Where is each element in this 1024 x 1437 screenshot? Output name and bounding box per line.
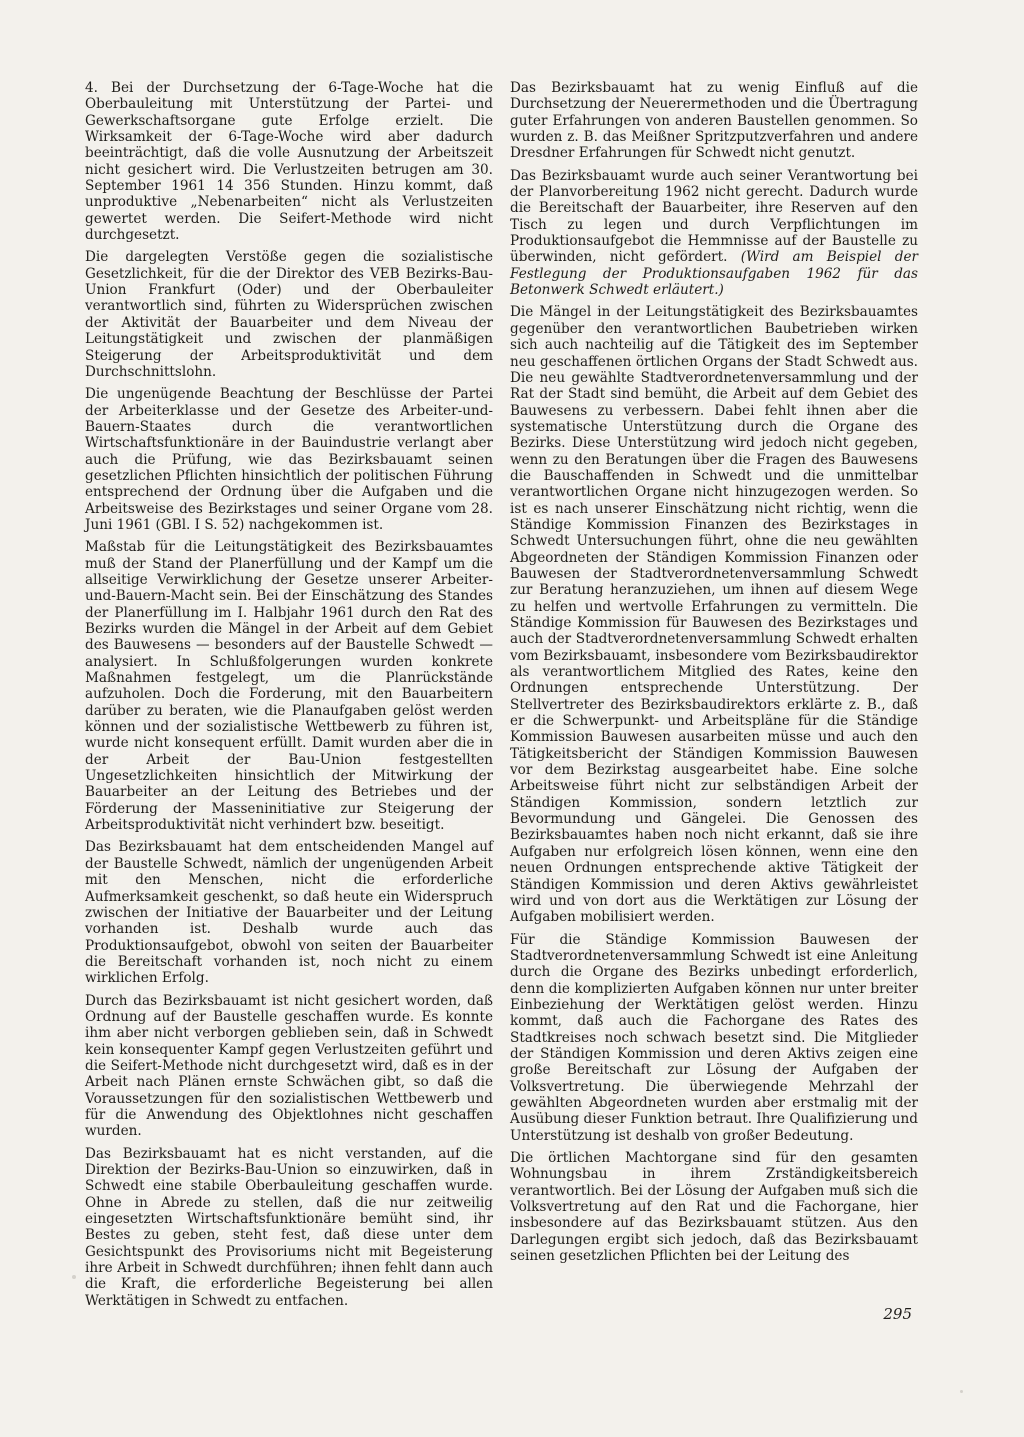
paragraph: Die dargelegten Verstöße gegen die sozialistische Gesetzlichkeit, für die der Direktor des VEB Bezirks-Bau-Union Frankfurt (Oder) und der Oberbauleiter verantwortlich sind, führten zu Widersprüchen zwischen der Aktivität der Bauarbeiter und dem Niveau der Leitungstätigkeit und zwischen der planmäßigen Steigerung der Arbeitsproduktivität und dem Durchschnittslohn. bbox=[85, 249, 493, 380]
paragraph: Das Bezirksbauamt hat es nicht verstanden, auf die Direktion der Bezirks-Bau-Union so einzuwirken, daß in Schwedt eine stabile Oberbauleitung geschaffen wurde. Ohne in Abrede zu stellen, daß die nur zeitweilig eingesetzten Wirtschaftsfunktionäre bemüht sind, ihr Bestes zu geben, steht fest, daß diese unter dem Gesichtspunkt des Provisoriums nicht mit Begeisterung ihre Arbeit in Schwedt durchführen; ihnen fehlt dann auch die Kraft, die erforderliche Begeisterung bei allen Werktätigen in Schwedt zu entfachen. bbox=[85, 1145, 493, 1309]
paragraph: Die örtlichen Machtorgane sind für den gesamten Wohnungsbau in ihrem Zrständigkeitsbereich verantwortlich. Bei der Lösung der Aufgaben muß sich die Volksvertretung auf den Rat und die Fachorgane, hier insbesondere auf das Bezirksbauamt stützen. Aus den Darlegungen ergibt sich jedoch, daß das Bezirksbauamt seinen gesetzlichen Pflichten bei der Leitung des bbox=[510, 1150, 918, 1265]
page-number: 295 bbox=[883, 1305, 912, 1323]
paper-speck bbox=[72, 1275, 76, 1279]
paragraph: Die ungenügende Beachtung der Beschlüsse der Partei der Arbeiterklasse und der Gesetze des Arbeiter-und-Bauern-Staates durch die verantwortlichen Wirtschaftsfunktionäre in der Bauindustrie verlangt aber auch die Prüfung, wie das Bezirksbauamt seinen gesetzlichen Pflichten hinsichtlich der politischen Führung entsprechend der Ordnung über die Aufgaben und die Arbeitsweise des Bezirkstages und seiner Organe vom 28. Juni 1961 (GBl. I S. 52) nachgekommen ist. bbox=[85, 386, 493, 533]
paper-speck bbox=[960, 1390, 963, 1393]
paragraph-with-note bbox=[510, 168, 918, 299]
paragraph: Maßstab für die Leitungstätigkeit des Bezirksbauamtes muß der Stand der Planerfüllung und der Kampf um die allseitige Verwirklichung der Gesetze unserer Arbeiter-und-Bauern-Macht sein. Bei der Einschätzung des Standes der Planerfüllung im I. Halbjahr 1961 durch den Rat des Bezirks wurden die Mängel in der Arbeit auf dem Gebiet des Bauwesens — besonders auf der Baustelle Schwedt — analysiert. In Schlußfolgerungen wurden konkrete Maßnahmen festgelegt, um die Planrückstände aufzuholen. Doch die Forderung, mit den Bauarbeitern darüber zu beraten, wie die Planaufgaben gelöst werden können und der sozialistische Wettbewerb zu führen ist, wurde nicht konsequent erfüllt. Damit wurden aber die in der Arbeit der Bau-Union festgestellten Ungesetzlichkeiten hinsichtlich der Mitwirkung der Bauarbeiter an der Leitung des Betriebes und der Förderung der Masseninitiative zur Steigerung der Arbeitsproduktivität nicht verhindert bzw. beseitigt. bbox=[85, 539, 493, 834]
paragraph-text: Das Bezirksbauamt wurde auch seiner Verantwortung bei der Planvorbereitung 1962 nicht gerecht. Dadurch wurde die Bereitschaft der Bauarbeiter, ihre Reserven auf den Tisch zu legen und durch Verpflichtungen im Produktionsaufgebot die Hemmnisse auf der Baustelle zu überwinden, nicht gefördert. bbox=[510, 167, 918, 266]
paragraph: Für die Ständige Kommission Bauwesen der Stadtverordnetenversammlung Schwedt ist eine Anleitung durch die Organe des Bezirks unbedingt erforderlich, denn die komplizierten Aufgaben können nur unter breiter Einbeziehung der Werktätigen gelöst werden. Hinzu kommt, daß auch die Fachorgane des Rates des Stadtkreises noch schwach besetzt sind. Die Mitglieder der Ständigen Kommission und deren Aktivs zeigen eine große Bereitschaft zur Lösung der Aufgaben der Volksvertretung. Die überwiegende Mehrzahl der gewählten Abgeordneten wurden aber erstmalig mit der Ausübung dieser Funktion betraut. Ihre Qualifizierung und Unterstützung ist deshalb von großer Bedeutung. bbox=[510, 931, 918, 1144]
paragraph: Die Mängel in der Leitungstätigkeit des Bezirksbauamtes gegenüber den verantwortlichen Baubetrieben wirken sich auch nachteilig auf die Tätigkeit des im September neu geschaffenen örtlichen Organs der Stadt Schwedt aus. Die neu gewählte Stadtverordnetenversammlung und der Rat der Stadt sind bemüht, die Arbeit auf dem Gebiet des Bauwesens zu verbessern. Dabei fehlt ihnen aber die systematische Unterstützung durch die Organe des Bezirks. Diese Unterstützung wird jedoch nicht gegeben, wenn zu den Beratungen über die Fragen des Bauwesens die Bauschaffenden in Schwedt und die unmittelbar verantwortlichen Organe nicht hinzugezogen werden. So ist es nach unserer Einschätzung nicht richtig, wenn die Ständige Kommission Finanzen des Bezirkstages in Schwedt Untersuchungen führt, ohne die neu gewählten Abgeordneten der Ständigen Kommission Finanzen oder Bauwesen der Stadtverordnetenversammlung Schwedt zur Beratung heranzuziehen, um ihnen auf diesem Wege zu helfen und wertvolle Erfahrungen zu vermitteln. Die Ständige Kommission für Bauwesen des Bezirkstages und auch der Stadtverordnetenversammlung Schwedt erhalten vom Bezirksbauamt, insbesondere vom Bezirksbaudirektor als verantwortlichem Mitglied des Rates, keine den Ordnungen entsprechende Unterstützung. Der Stellvertreter des Bezirksbaudirektors erklärte z. B., daß er die Schwerpunkt- und Arbeitspläne für die Ständige Kommission Bauwesen ausarbeiten müsse und auch den Tätigkeitsbericht der Ständigen Kommission Bauwesen vor dem Bezirkstag ausgearbeitet habe. Eine solche Arbeitsweise führt nicht zur selbständigen Arbeit der Ständigen Kommission, sondern letztlich zur Bevormundung und Gängelei. Die Genossen des Bezirksbauamtes haben noch nicht erkannt, daß sie ihre Aufgaben nur erfolgreich lösen können, wenn eine den neuen Ordnungen entsprechende aktive Tätigkeit der Ständigen Kommission und deren Aktivs gewährleistet wird und von dort aus die Werktätigen zur Lösung der Aufgaben mobilisiert werden. bbox=[510, 304, 918, 926]
paragraph: Das Bezirksbauamt hat dem entscheidenden Mangel auf der Baustelle Schwedt, nämlich der ungenügenden Arbeit mit den Menschen, nicht die erforderliche Aufmerksamkeit geschenkt, so daß heute ein Widerspruch zwischen der Initiative der Bauarbeiter und der Leitung vorhanden ist. Deshalb wurde auch das Produktionsaufgebot, obwohl von seiten der Bauarbeiter die Bereitschaft vorhanden ist, noch nicht zu einem wirklichen Erfolg. bbox=[85, 839, 493, 987]
right-text-column bbox=[510, 80, 918, 1270]
left-text-column bbox=[85, 80, 493, 1315]
paragraph: 4. Bei der Durchsetzung der 6-Tage-Woche hat die Oberbauleitung mit Unterstützung der Partei- und Gewerkschaftsorgane gute Erfolge erzielt. Die Wirksamkeit der 6-Tage-Woche wird aber dadurch beeinträchtigt, daß die volle Ausnutzung der Arbeitszeit nicht gesichert wird. Die Verlustzeiten betrugen am 30. September 1961 14 356 Stunden. Hinzu kommt, daß unproduktive „Nebenarbeiten“ nicht als Verlustzeiten gewertet werden. Die Seifert-Methode wird nicht durchgesetzt. bbox=[85, 80, 493, 244]
paragraph: Durch das Bezirksbauamt ist nicht gesichert worden, daß Ordnung auf der Baustelle geschaffen wurde. Es konnte ihm aber nicht verborgen geblieben sein, daß in Schwedt kein konsequenter Kampf gegen Verlustzeiten geführt und die Seifert-Methode nicht durchgesetzt wird, daß es in der Arbeit nach Plänen ernste Schwächen gibt, so daß die Voraussetzungen für den sozialistischen Wettbewerb und für die Anwendung des Objektlohnes nicht geschaffen wurden. bbox=[85, 992, 493, 1140]
italic-note: (Wird am Beispiel der Festlegung der Produktionsaufgaben 1962 für das Betonwerk Schwedt erläutert.) bbox=[510, 249, 919, 299]
paragraph: Das Bezirksbauamt hat zu wenig Einfluß auf die Durchsetzung der Neuerermethoden und die Übertragung guter Erfahrungen von anderen Baustellen genommen. So wurden z. B. das Meißner Spritzputzverfahren und andere Dresdner Erfahrungen für Schwedt nicht genutzt. bbox=[510, 80, 918, 162]
